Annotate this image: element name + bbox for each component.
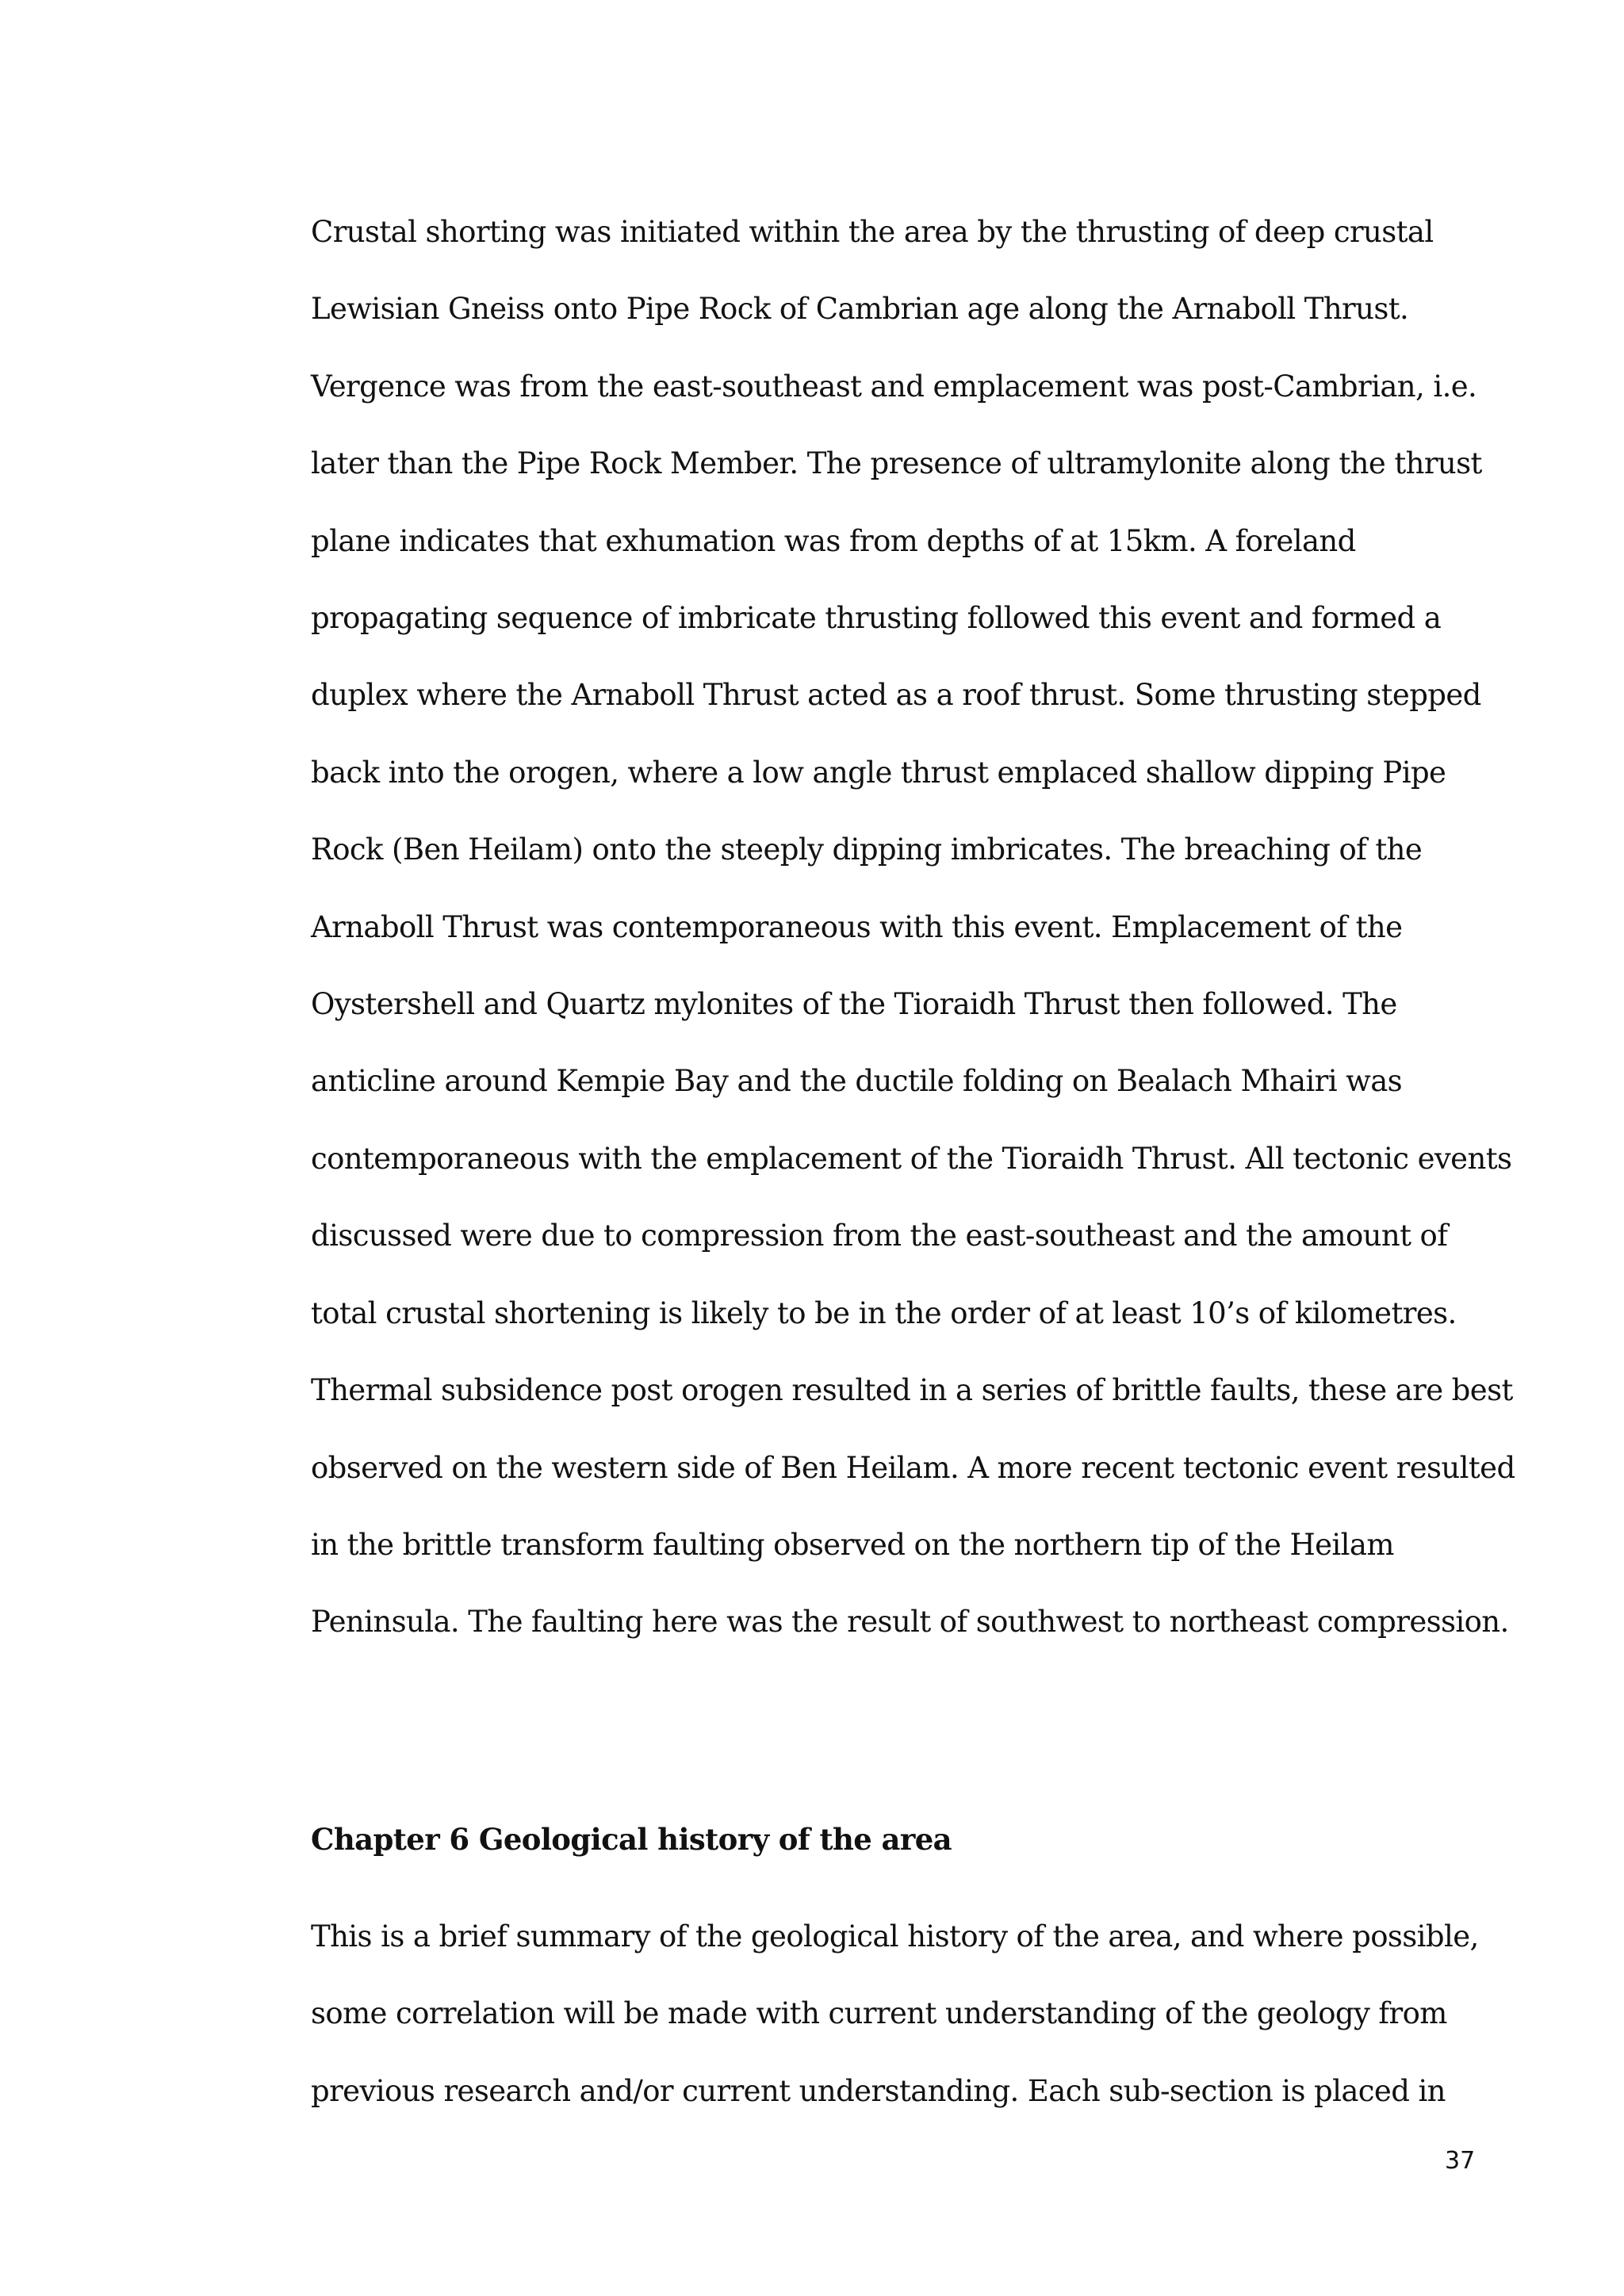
text-line: some correlation will be made with current understanding of the geology from	[311, 1996, 1447, 2031]
text-line: Oystershell and Quartz mylonites of the Tioraidh Thrust then followed. The	[311, 987, 1397, 1022]
page-number: 37	[1445, 2147, 1476, 2175]
text-line: observed on the western side of Ben Heilam. A more recent tectonic event resulted	[311, 1450, 1515, 1485]
text-line: contemporaneous with the emplacement of the Tioraidh Thrust. All tectonic events	[311, 1141, 1512, 1176]
text-line: back into the orogen, where a low angle thrust emplaced shallow dipping Pipe	[311, 755, 1446, 790]
text-line: Crustal shorting was initiated within the area by the thrusting of deep crustal	[311, 215, 1434, 249]
text-line: anticline around Kempie Bay and the ductile folding on Bealach Mhairi was	[311, 1064, 1403, 1099]
text-line: Vergence was from the east-southeast and emplacement was post-Cambrian, i.e.	[311, 369, 1477, 404]
text-line: Lewisian Gneiss onto Pipe Rock of Cambrian age along the Arnaboll Thrust.	[311, 292, 1409, 327]
text-line: later than the Pipe Rock Member. The presence of ultramylonite along the thrust	[311, 446, 1482, 481]
text-line: Thermal subsidence post orogen resulted in a series of brittle faults, these are best	[311, 1373, 1513, 1408]
text-line: total crustal shortening is likely to be in the order of at least 10’s of kilometres.	[311, 1295, 1457, 1330]
text-line: Peninsula. The faulting here was the result of southwest to northeast compression.	[311, 1605, 1509, 1640]
text-line: This is a brief summary of the geological history of the area, and where possible,	[311, 1919, 1479, 1954]
text-line: Rock (Ben Heilam) onto the steeply dipping imbricates. The breaching of the	[311, 832, 1423, 867]
text-line: discussed were due to compression from the east-southeast and the amount of	[311, 1219, 1448, 1253]
chapter-heading: Chapter 6 Geological history of the area	[311, 1822, 952, 1857]
text-line: in the brittle transform faulting observed on the northern tip of the Heilam	[311, 1527, 1394, 1562]
text-line: duplex where the Arnaboll Thrust acted as a roof thrust. Some thrusting stepped	[311, 678, 1481, 713]
text-line: Arnaboll Thrust was contemporaneous with this event. Emplacement of the	[311, 909, 1403, 944]
paragraph-chapter-intro	[311, 1898, 1484, 2130]
text-line: propagating sequence of imbricate thrusting followed this event and formed a	[311, 601, 1442, 636]
paragraph-tectonic-summary	[311, 193, 1515, 1661]
text-line: previous research and/or current understanding. Each sub-section is placed in	[311, 2073, 1446, 2108]
text-line: plane indicates that exhumation was from depths of at 15km. A foreland	[311, 523, 1356, 558]
